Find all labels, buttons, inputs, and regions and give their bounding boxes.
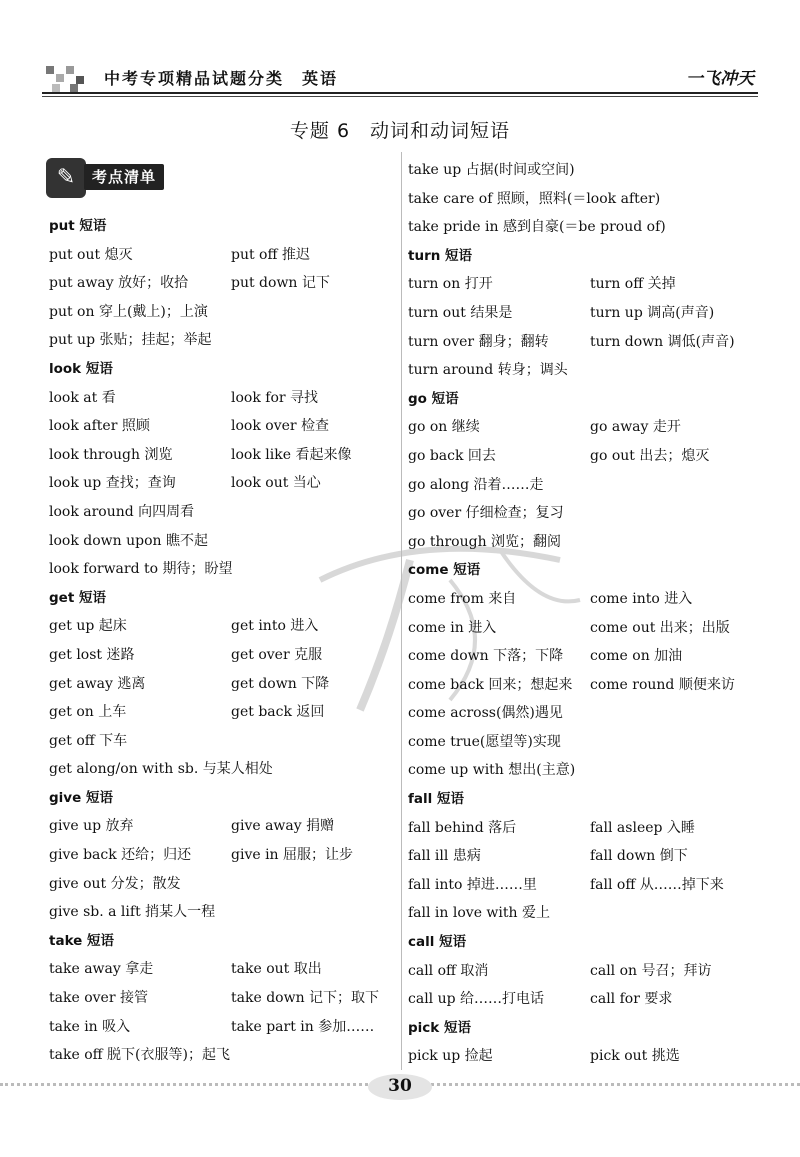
- phrase-entry-second: pick out 挑选: [590, 1048, 680, 1065]
- phrase-entry-first: put on 穿上(戴上)；上演: [49, 303, 208, 320]
- phrase-entry-first: take care of 照顾，照料(＝look after): [408, 190, 661, 207]
- badge-spacer: [49, 155, 399, 212]
- section-heading: turn 短语: [408, 247, 473, 264]
- scroll-icon: ✎: [46, 158, 86, 198]
- phrase-row: [49, 841, 399, 870]
- phrase-entry-second: come out 出来；出版: [590, 619, 730, 636]
- phrase-row: [49, 812, 399, 841]
- phrase-entry-first: take off 脱下(衣服等)；起飞: [49, 1047, 230, 1064]
- phrase-row: [49, 269, 399, 298]
- phrase-entry-first: look after 照顾: [49, 418, 150, 435]
- phrase-row: [49, 241, 399, 270]
- phrase-row: [408, 213, 760, 242]
- phrase-row: [49, 641, 399, 670]
- phrase-row: [408, 899, 760, 928]
- phrase-row: [49, 870, 399, 899]
- left-column: [49, 155, 399, 1070]
- phrase-entry-first: come from 来自: [408, 590, 517, 607]
- phrase-entry-first: come across(偶然)遇见: [408, 705, 563, 722]
- phrase-row: [49, 1041, 399, 1070]
- phrase-entry-first: turn around 转身；调头: [408, 362, 568, 379]
- phrase-row: [408, 957, 760, 986]
- phrase-entry-second: go away 走开: [590, 419, 681, 436]
- phrase-entry-second: turn down 调低(声音): [590, 333, 735, 350]
- column-divider: [401, 152, 402, 1070]
- page-header: [42, 58, 758, 98]
- phrase-row: [49, 326, 399, 355]
- phrase-entry-second: look out 当心: [231, 475, 321, 492]
- phrase-entry-first: come down 下落；下降: [408, 648, 564, 665]
- phrase-row: [408, 1042, 760, 1071]
- phrase-entry-second: come round 顺便来访: [590, 676, 735, 693]
- phrase-row: [408, 614, 760, 643]
- phrase-entry-second: put off 推迟: [231, 246, 310, 263]
- phrase-entry-first: give back 还给；归还: [49, 847, 192, 864]
- phrase-entry-first: come back 回来；想起来: [408, 676, 573, 693]
- section-heading: look 短语: [49, 360, 113, 377]
- phrase-entry-first: put away 放好；收拾: [49, 275, 189, 292]
- phrase-entry-second: get into 进入: [231, 618, 319, 635]
- section-heading: fall 短语: [408, 791, 464, 808]
- phrase-entry-second: take part in 参加……: [231, 1018, 375, 1035]
- section-heading: call 短语: [408, 934, 467, 951]
- phrase-entry-second: call on 号召；拜访: [590, 962, 712, 979]
- phrase-row: [408, 499, 760, 528]
- phrase-entry-first: get lost 迷路: [49, 646, 135, 663]
- phrase-row: [49, 1013, 399, 1042]
- phrase-entry-first: give out 分发；散发: [49, 875, 181, 892]
- phrase-row: [49, 527, 399, 556]
- phrase-row: [408, 471, 760, 500]
- phrase-row: [408, 328, 760, 357]
- phrase-entry-first: turn on 打开: [408, 276, 493, 293]
- phrase-entry-first: fall in love with 爱上: [408, 905, 550, 922]
- phrase-entry-second: look over 检查: [231, 418, 330, 435]
- phrase-row: [49, 298, 399, 327]
- phrase-row: [49, 898, 399, 927]
- phrase-entry-first: put up 张贴；挂起；举起: [49, 332, 212, 349]
- subject-label: 英语: [302, 69, 339, 88]
- phrase-entry-first: take in 吸入: [49, 1018, 131, 1035]
- decorative-squares-icon: [46, 66, 92, 94]
- phrase-entry-second: get back 返回: [231, 704, 325, 721]
- header-rule-thin: [42, 96, 758, 97]
- section-heading: put 短语: [49, 218, 107, 234]
- phrase-entry-first: put out 熄灭: [49, 246, 133, 263]
- phrase-entry-first: look down upon 瞧不起: [49, 532, 208, 549]
- phrase-entry-first: fall behind 落后: [408, 819, 517, 836]
- phrase-entry-first: call up 给……打电话: [408, 991, 545, 1008]
- phrase-row: [408, 871, 760, 900]
- phrase-entry-second: get down 下降: [231, 675, 330, 692]
- book-title: [104, 66, 338, 89]
- phrase-entry-first: turn over 翻身；翻转: [408, 333, 549, 350]
- phrase-row: [49, 670, 399, 699]
- phrase-entry-first: fall into 掉进……里: [408, 876, 537, 893]
- phrase-entry-first: take over 接管: [49, 990, 148, 1007]
- phrase-row: [49, 955, 399, 984]
- phrase-row: [49, 698, 399, 727]
- phrase-row: [408, 842, 760, 871]
- header-rule: [42, 92, 758, 94]
- phrase-row: [49, 384, 399, 413]
- topic-title: 专题 6 动词和动词短语: [289, 120, 511, 142]
- phrase-row: [49, 469, 399, 498]
- phrase-entry-first: come in 进入: [408, 619, 497, 636]
- phrase-entry-first: go through 浏览；翻阅: [408, 533, 562, 550]
- phrase-entry-second: look like 看起来像: [231, 446, 352, 463]
- phrase-entry-first: give up 放弃: [49, 818, 134, 835]
- phrase-entry-first: turn out 结果是: [408, 304, 513, 321]
- phrase-row: [408, 985, 760, 1014]
- phrase-row: [408, 356, 760, 385]
- phrase-row: [408, 728, 760, 757]
- page-footer: [0, 1074, 800, 1114]
- phrase-entry-second: take down 记下；取下: [231, 990, 380, 1007]
- phrase-entry-first: look forward to 期待；盼望: [49, 561, 233, 578]
- phrase-entry-second: turn up 调高(声音): [590, 304, 715, 321]
- phrase-row: [408, 442, 760, 471]
- phrase-entry-second: give in 屈服；让步: [231, 847, 354, 864]
- phrase-entry-first: go on 继续: [408, 419, 480, 436]
- phrase-entry-first: call off 取消: [408, 962, 489, 979]
- phrase-entry-second: turn off 关掉: [590, 276, 676, 293]
- phrase-entry-first: take pride in 感到自豪(＝be proud of): [408, 219, 666, 236]
- phrase-row: [408, 528, 760, 557]
- phrase-entry-second: call for 要求: [590, 991, 673, 1008]
- phrase-row: [408, 671, 760, 700]
- phrase-row: [49, 555, 399, 584]
- phrase-entry-second: go out 出去；熄灭: [590, 447, 710, 464]
- page-number: 30: [388, 1076, 412, 1096]
- phrase-entry-first: look around 向四周看: [49, 503, 195, 520]
- phrase-entry-first: take up 占据(时间或空间): [408, 162, 575, 178]
- phrase-entry-second: fall off 从……掉下来: [590, 876, 724, 893]
- phrase-row: [408, 185, 760, 214]
- phrase-entry-first: get on 上车: [49, 704, 127, 721]
- phrase-entry-first: fall ill 患病: [408, 848, 481, 865]
- phrase-entry-second: give away 捐赠: [231, 818, 335, 835]
- phrase-entry-second: come into 进入: [590, 590, 693, 607]
- phrase-entry-first: give sb. a lift 捎某人一程: [49, 904, 216, 921]
- section-heading: get 短语: [49, 589, 106, 606]
- phrase-entry-first: look at 看: [49, 389, 116, 406]
- phrase-entry-second: put down 记下: [231, 275, 330, 292]
- phrase-row: [408, 270, 760, 299]
- phrase-row: [408, 299, 760, 328]
- phrase-entry-second: take out 取出: [231, 961, 322, 978]
- phrase-entry-first: get up 起床: [49, 618, 127, 635]
- phrase-row: [408, 156, 760, 185]
- phrase-row: [49, 612, 399, 641]
- phrase-entry-first: get away 逃离: [49, 675, 146, 692]
- phrase-row: [408, 642, 760, 671]
- phrase-row: [408, 814, 760, 843]
- right-column: [408, 156, 760, 1071]
- phrase-entry-second: look for 寻找: [231, 389, 319, 406]
- phrase-row: [408, 756, 760, 785]
- phrase-row: [49, 755, 399, 784]
- phrase-entry-first: go over 仔细检查；复习: [408, 505, 564, 522]
- section-heading: pick 短语: [408, 1019, 471, 1036]
- phrase-row: [49, 984, 399, 1013]
- phrase-row: [49, 498, 399, 527]
- phrase-entry-first: go along 沿着……走: [408, 476, 544, 493]
- phrase-entry-second: fall down 倒下: [590, 848, 688, 865]
- phrase-entry-first: go back 回去: [408, 447, 496, 464]
- phrase-entry-first: pick up 捡起: [408, 1048, 493, 1065]
- phrase-entry-first: take away 拿走: [49, 961, 154, 978]
- series-title: 中考专项精品试题分类: [104, 69, 285, 88]
- phrase-entry-first: look up 查找；查询: [49, 475, 176, 492]
- phrase-row: [49, 441, 399, 470]
- section-heading: give 短语: [49, 789, 113, 806]
- phrase-entry-first: look through 浏览: [49, 446, 173, 463]
- phrase-entry-second: get over 克服: [231, 646, 323, 663]
- badge-label: 考点清单: [84, 164, 164, 190]
- phrase-row: [408, 413, 760, 442]
- phrase-row: [408, 585, 760, 614]
- phrase-entry-first: come up with 想出(主意): [408, 762, 576, 779]
- phrase-entry-first: get off 下车: [49, 732, 128, 749]
- phrase-entry-first: come true(愿望等)实现: [408, 733, 561, 750]
- section-heading: come 短语: [408, 562, 481, 579]
- phrase-row: [408, 699, 760, 728]
- section-heading: take 短语: [49, 932, 115, 949]
- phrase-entry-second: fall asleep 入睡: [590, 819, 695, 836]
- section-heading: go 短语: [408, 390, 459, 407]
- brand-logo: 一飞冲天: [686, 69, 754, 89]
- phrase-entry-first: get along/on with sb. 与某人相处: [49, 761, 273, 778]
- phrase-row: [49, 412, 399, 441]
- phrase-row: [49, 727, 399, 756]
- phrase-entry-second: come on 加油: [590, 648, 683, 665]
